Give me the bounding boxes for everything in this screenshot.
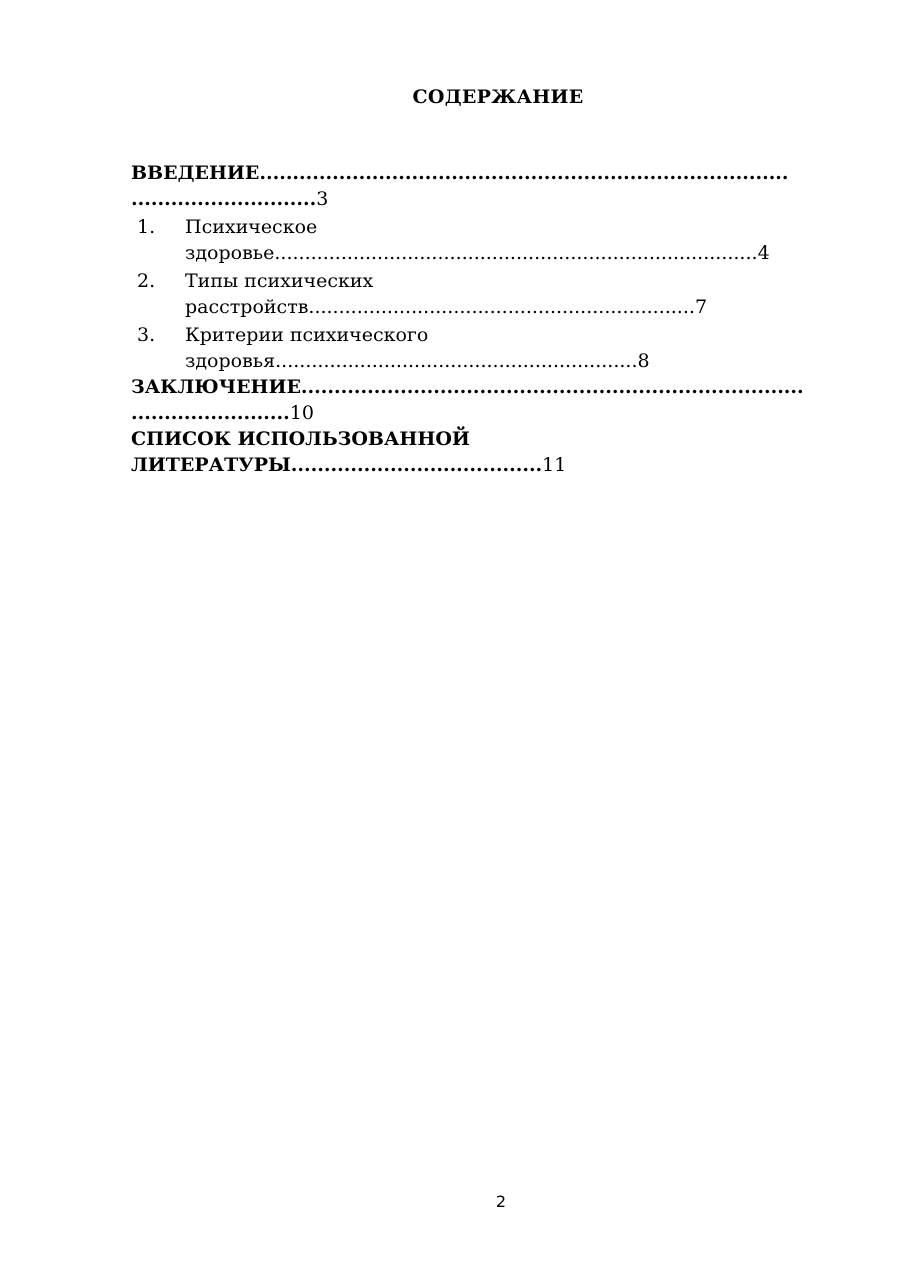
toc-entry-line2 xyxy=(185,348,837,374)
toc-entry-intro-line2 xyxy=(131,186,837,212)
toc-entry-intro-page: 3 xyxy=(316,188,329,210)
toc-entry-line2 xyxy=(185,294,837,320)
toc-entry-conclusion-dots: ........................ xyxy=(131,402,290,424)
toc-entry-references xyxy=(131,426,837,478)
table-of-contents xyxy=(131,160,837,478)
toc-entry-page: 8 xyxy=(637,350,650,372)
toc-entry-number: 1. xyxy=(137,216,156,238)
toc-entry-page: 4 xyxy=(757,242,770,264)
toc-entry-intro-line1: ВВЕДЕНИЕ................................................................................ xyxy=(131,162,789,184)
toc-entry-intro-dots: ............................ xyxy=(131,188,317,210)
toc-entry-conclusion-line2 xyxy=(131,400,837,426)
toc-entry-page: 7 xyxy=(694,296,708,318)
toc-entry-references-page: 11 xyxy=(542,454,567,476)
toc-entry-3 xyxy=(131,322,837,374)
toc-entry-2 xyxy=(131,268,837,320)
toc-entry-conclusion xyxy=(131,374,837,426)
toc-entry-title: Психическое xyxy=(185,216,318,238)
toc-entry-dots: здоровья............................................................ xyxy=(185,350,638,372)
toc-entry-references-line1: СПИСОК ИСПОЛЬЗОВАННОЙ xyxy=(131,428,470,450)
toc-entry-dots: здоровье................................................................................ xyxy=(185,242,758,264)
toc-entry-1 xyxy=(131,214,837,266)
toc-entry-intro xyxy=(131,160,837,212)
toc-entry-conclusion-line1: ЗАКЛЮЧЕНИЕ............................................................................ xyxy=(131,376,804,398)
toc-entry-number: 3. xyxy=(137,324,156,346)
toc-entry-references-line2 xyxy=(131,452,837,478)
toc-entry-dots: расстройств................................................................ xyxy=(185,296,695,318)
toc-entry-conclusion-page: 10 xyxy=(289,402,314,424)
toc-entry-line2 xyxy=(185,240,837,266)
toc-heading: СОДЕРЖАНИЕ xyxy=(412,86,584,108)
toc-entry-title: Типы психических xyxy=(185,270,374,292)
page-number: 2 xyxy=(495,1192,507,1211)
toc-entry-title: Критерии психического xyxy=(185,324,429,346)
toc-entry-references-dots: ЛИТЕРАТУРЫ...................................... xyxy=(131,454,543,476)
toc-entry-number: 2. xyxy=(137,270,156,292)
